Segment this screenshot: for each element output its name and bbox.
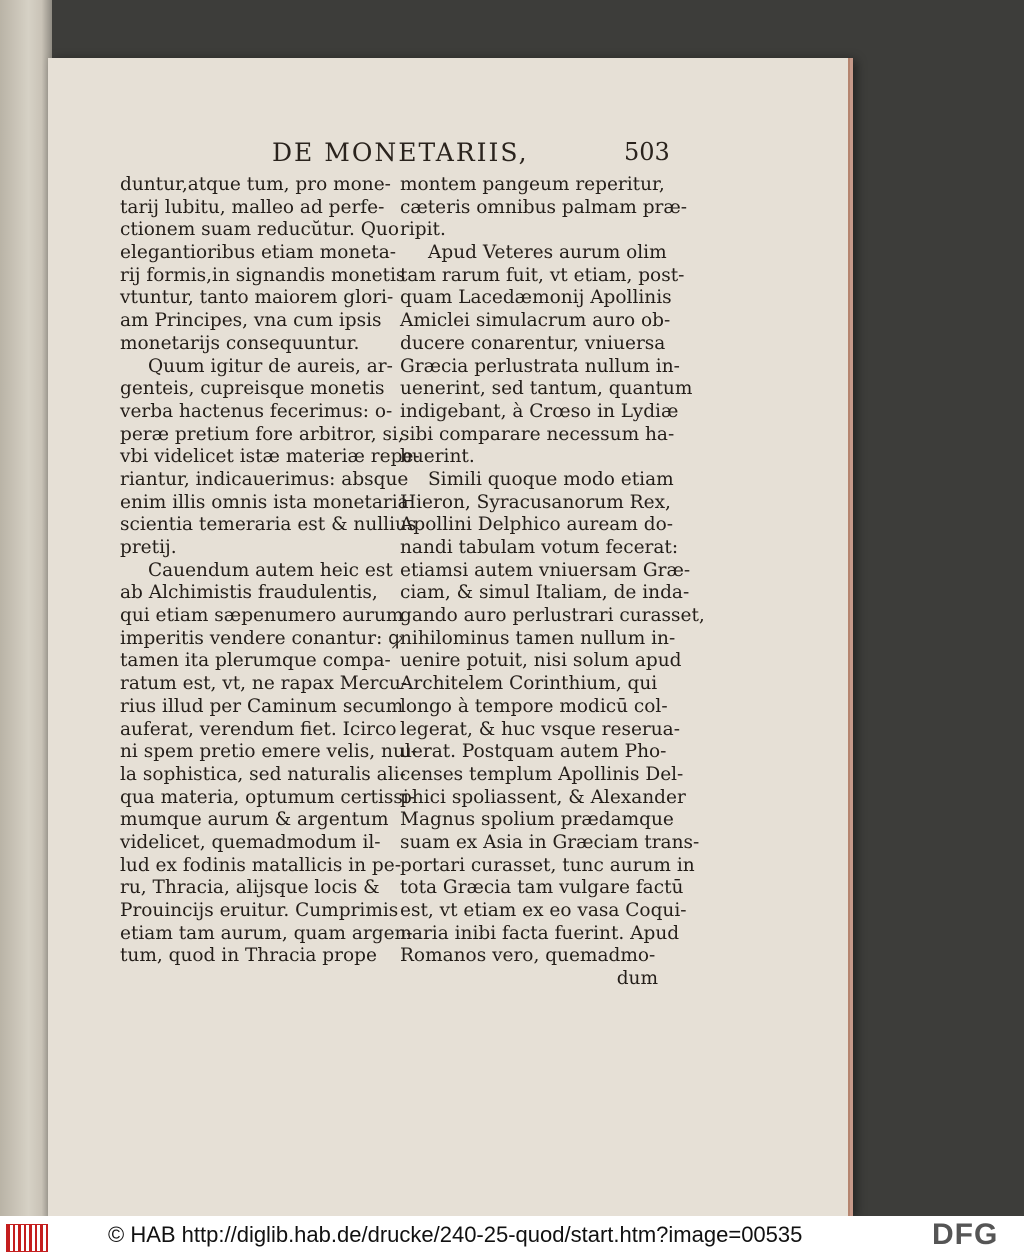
text-line: rius illud per Caminum secum xyxy=(120,695,404,717)
footer-citation[interactable]: © HAB http://diglib.hab.de/drucke/240-25-quod/start.htm?image=00535 xyxy=(108,1222,803,1247)
text-line: Hieron, Syracusanorum Rex, xyxy=(400,491,671,513)
text-line: censes templum Apollinis Del- xyxy=(400,763,684,785)
running-head: DE MONETARIIS, xyxy=(272,138,529,167)
text-line: imperitis vendere conantur: ꝙ xyxy=(120,627,403,649)
text-line: videlicet, quemadmodum il- xyxy=(120,831,381,853)
text-line: Amiclei simulacrum auro ob- xyxy=(400,310,671,332)
text-line: tota Græcia tam vulgare factū xyxy=(400,877,684,899)
text-line: quam Lacedæmonij Apollinis xyxy=(400,287,672,309)
text-line: ctionem suam reducŭtur. Quo xyxy=(120,219,399,241)
text-line: tarij lubitu, malleo ad perfe- xyxy=(120,196,385,218)
text-line: verba hactenus fecerimus: o- xyxy=(120,400,393,422)
text-line: etiamsi autem vniuersam Græ- xyxy=(400,559,691,581)
text-line: uenerint, sed tantum, quantum xyxy=(400,378,693,400)
text-line: uenire potuit, nisi solum apud xyxy=(400,650,682,672)
text-line: rij formis,in signandis monetis xyxy=(120,264,406,286)
text-line: vtuntur, tanto maiorem glori- xyxy=(120,287,394,309)
text-line: suam ex Asia in Græciam trans- xyxy=(400,831,700,853)
text-line: Architelem Corinthium, qui xyxy=(400,673,658,695)
text-line: sibi comparare necessum ha- xyxy=(400,423,675,445)
text-line: ni spem pretio emere velis, nul- xyxy=(120,741,418,763)
text-line: auferat, verendum fiet. Icirco xyxy=(120,718,397,740)
text-line: nihilominus tamen nullum in- xyxy=(400,627,676,649)
dfg-logo: DFG xyxy=(932,1218,999,1251)
text-line: legerat, & huc vsque reserua- xyxy=(400,718,680,740)
text-line: tamen ita plerumque compa- xyxy=(120,650,391,672)
text-line: Quum igitur de aureis, ar- xyxy=(148,355,393,377)
text-line: ab Alchimistis fraudulentis, xyxy=(120,582,378,604)
text-line: vbi videlicet istæ materiæ repe- xyxy=(120,446,420,468)
text-line: cæteris omnibus palmam præ- xyxy=(400,196,688,218)
page-number: 503 xyxy=(624,138,670,166)
text-line: etiam tam aurum, quam argen- xyxy=(120,922,413,944)
text-line: ratum est, vt, ne rapax Mercu- xyxy=(120,673,407,695)
text-line: ducere conarentur, vniuersa xyxy=(400,332,666,354)
text-line: elegantioribus etiam moneta- xyxy=(120,242,396,264)
text-line: peræ pretium fore arbitror, si, xyxy=(120,423,404,445)
text-line: Magnus spolium prædamque xyxy=(400,809,674,831)
text-line: Prouincijs eruitur. Cumprimis xyxy=(120,900,399,921)
text-line: pretij. xyxy=(120,537,177,558)
text-line: genteis, cupreisque monetis xyxy=(120,378,385,400)
text-line: dum xyxy=(616,968,658,990)
footer-bar xyxy=(0,1216,1024,1255)
text-line: scientia temeraria est & nullius xyxy=(120,514,417,536)
text-line: tam rarum fuit, vt etiam, post- xyxy=(400,264,685,286)
text-line: montem pangeum reperitur, xyxy=(400,174,665,195)
left-column xyxy=(120,174,420,968)
text-line: Cauendum autem heic est xyxy=(148,559,393,581)
text-line: Apollini Delphico auream do- xyxy=(400,514,673,536)
text-line: naria inibi facta fuerint. Apud xyxy=(400,922,680,944)
text-line: est, vt etiam ex eo vasa Coqui- xyxy=(400,900,687,921)
text-line: qui etiam sæpenumero aurum xyxy=(120,605,404,627)
text-line: nandi tabulam votum fecerat: xyxy=(400,537,679,558)
text-line: Apud Veteres aurum olim xyxy=(428,242,667,264)
text-line: Simili quoque modo etiam xyxy=(428,468,674,490)
previous-page-edge xyxy=(0,0,52,1216)
text-line: lud ex fodinis matallicis in pe- xyxy=(120,854,401,876)
text-line: mumque aurum & argentum xyxy=(120,809,389,831)
text-line: riantur, indicauerimus: absque xyxy=(120,468,409,490)
text-line: indigebant, à Crœso in Lydiæ xyxy=(400,400,679,422)
text-line: gando auro perlustrari curasset, xyxy=(400,605,705,627)
text-line: uerat. Postquam autem Pho- xyxy=(400,741,667,763)
text-line: ripit. xyxy=(400,219,446,241)
text-line: longo à tempore modicū col- xyxy=(400,695,668,717)
text-line: phici spoliassent, & Alexander xyxy=(400,786,686,808)
text-line: la sophistica, sed naturalis ali- xyxy=(120,763,406,785)
text-line: ciam, & simul Italiam, de inda- xyxy=(400,582,690,604)
text-line: qua materia, optumum certissi- xyxy=(120,786,416,808)
right-column xyxy=(400,174,705,991)
text-line: enim illis omnis ista monetaria xyxy=(120,491,409,513)
barcode-icon xyxy=(6,1224,48,1252)
text-line: ru, Thracia, alijsque locis & xyxy=(120,877,380,899)
text-line: buerint. xyxy=(400,446,475,468)
text-line: Romanos vero, quemadmo- xyxy=(400,945,656,967)
text-line: duntur,atque tum, pro mone- xyxy=(120,174,391,195)
text-line: monetarijs consequuntur. xyxy=(120,332,360,354)
text-line: Græcia perlustrata nullum in- xyxy=(400,355,680,377)
text-line: tum, quod in Thracia prope xyxy=(120,945,377,967)
text-line: portari curasset, tunc aurum in xyxy=(400,854,695,876)
text-line: am Principes, vna cum ipsis xyxy=(120,310,382,332)
